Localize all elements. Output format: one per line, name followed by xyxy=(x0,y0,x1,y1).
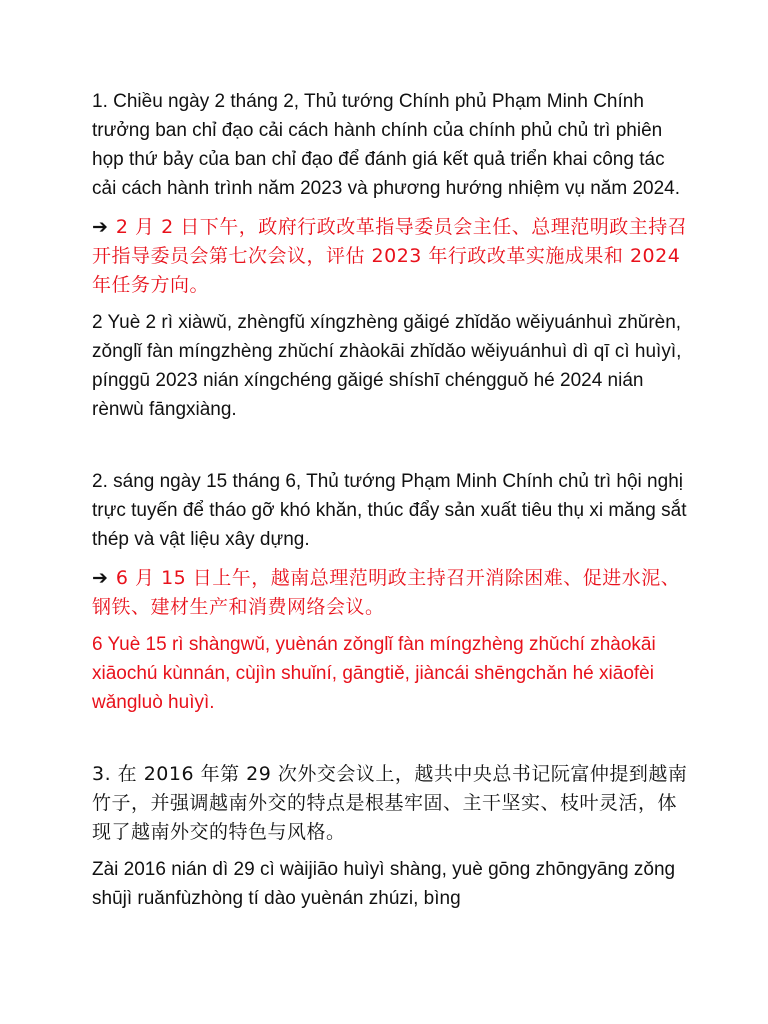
pinyin-paragraph-1: 2 Yuè 2 rì xiàwǔ, zhèngfǔ xíngzhèng gǎigé zhǐdǎo wěiyuánhuì zhǔrèn, zǒnglǐ fàn míngzhèng zhǔchí zhàokāi zhǐdǎo wěiyuánhuì dì qī cì huìyì, pínggū 2023 nián xíngchéng gǎigé shíshī chéngguǒ hé 2024 nián rènwù fāngxiàng. xyxy=(92,312,682,420)
chinese-paragraph-3: 3. 在 2016 年第 29 次外交会议上，越共中央总书记阮富仲提到越南竹子，并强调越南外交的特点是根基牢固、主干坚实、枝叶灵活，体现了越南外交的特色与风格。 xyxy=(92,763,688,843)
chinese-translation-1 xyxy=(92,213,692,300)
document-page xyxy=(92,87,692,913)
pinyin-paragraph-3: Zài 2016 nián dì 29 cì wàijiāo huìyì shàng, yuè gōng zhōngyāng zǒng shūjì ruǎnfùzhòng tí dào yuènán zhúzi, bìng xyxy=(92,859,676,909)
vietnamese-paragraph-1: 1. Chiều ngày 2 tháng 2, Thủ tướng Chính phủ Phạm Minh Chính trưởng ban chỉ đạo cải cách hành chính của chính phủ chủ trì phiên họp thứ bảy của ban chỉ đạo để đánh giá kết quả triển khai công tác cải cách hành trình năm 2023 và phương hướng nhiệm vụ năm 2024. xyxy=(92,91,680,199)
pinyin-paragraph-2: 6 Yuè 15 rì shàngwǔ, yuènán zǒnglǐ fàn míngzhèng zhǔchí zhàokāi xiāochú kùnnán, cùjìn shuǐní, gāngtiě, jiàncái shēngchǎn hé xiāofèi wǎngluò huìyì. xyxy=(92,634,656,713)
right-arrow-icon: ➔ xyxy=(92,568,108,589)
chinese-text-2: 6 月 15 日上午，越南总理范明政主持召开消除困难、促进水泥、钢铁、建材生产和消费网络会议。 xyxy=(92,567,681,618)
vietnamese-paragraph-2: 2. sáng ngày 15 tháng 6, Thủ tướng Phạm Minh Chính chủ trì hội nghị trực tuyến để tháo gỡ khó khăn, thúc đẩy sản xuất tiêu thụ xi măng sắt thép và vật liệu xây dựng. xyxy=(92,471,687,550)
section-divider-1 xyxy=(92,424,692,467)
right-arrow-icon: ➔ xyxy=(92,217,108,238)
chinese-translation-2 xyxy=(92,564,692,622)
chinese-text-1: 2 月 2 日下午，政府行政改革指导委员会主任、总理范明政主持召开指导委员会第七次会议，评估 2023 年行政改革实施成果和 2024 年任务方向。 xyxy=(92,216,688,296)
section-divider-2 xyxy=(92,717,692,760)
